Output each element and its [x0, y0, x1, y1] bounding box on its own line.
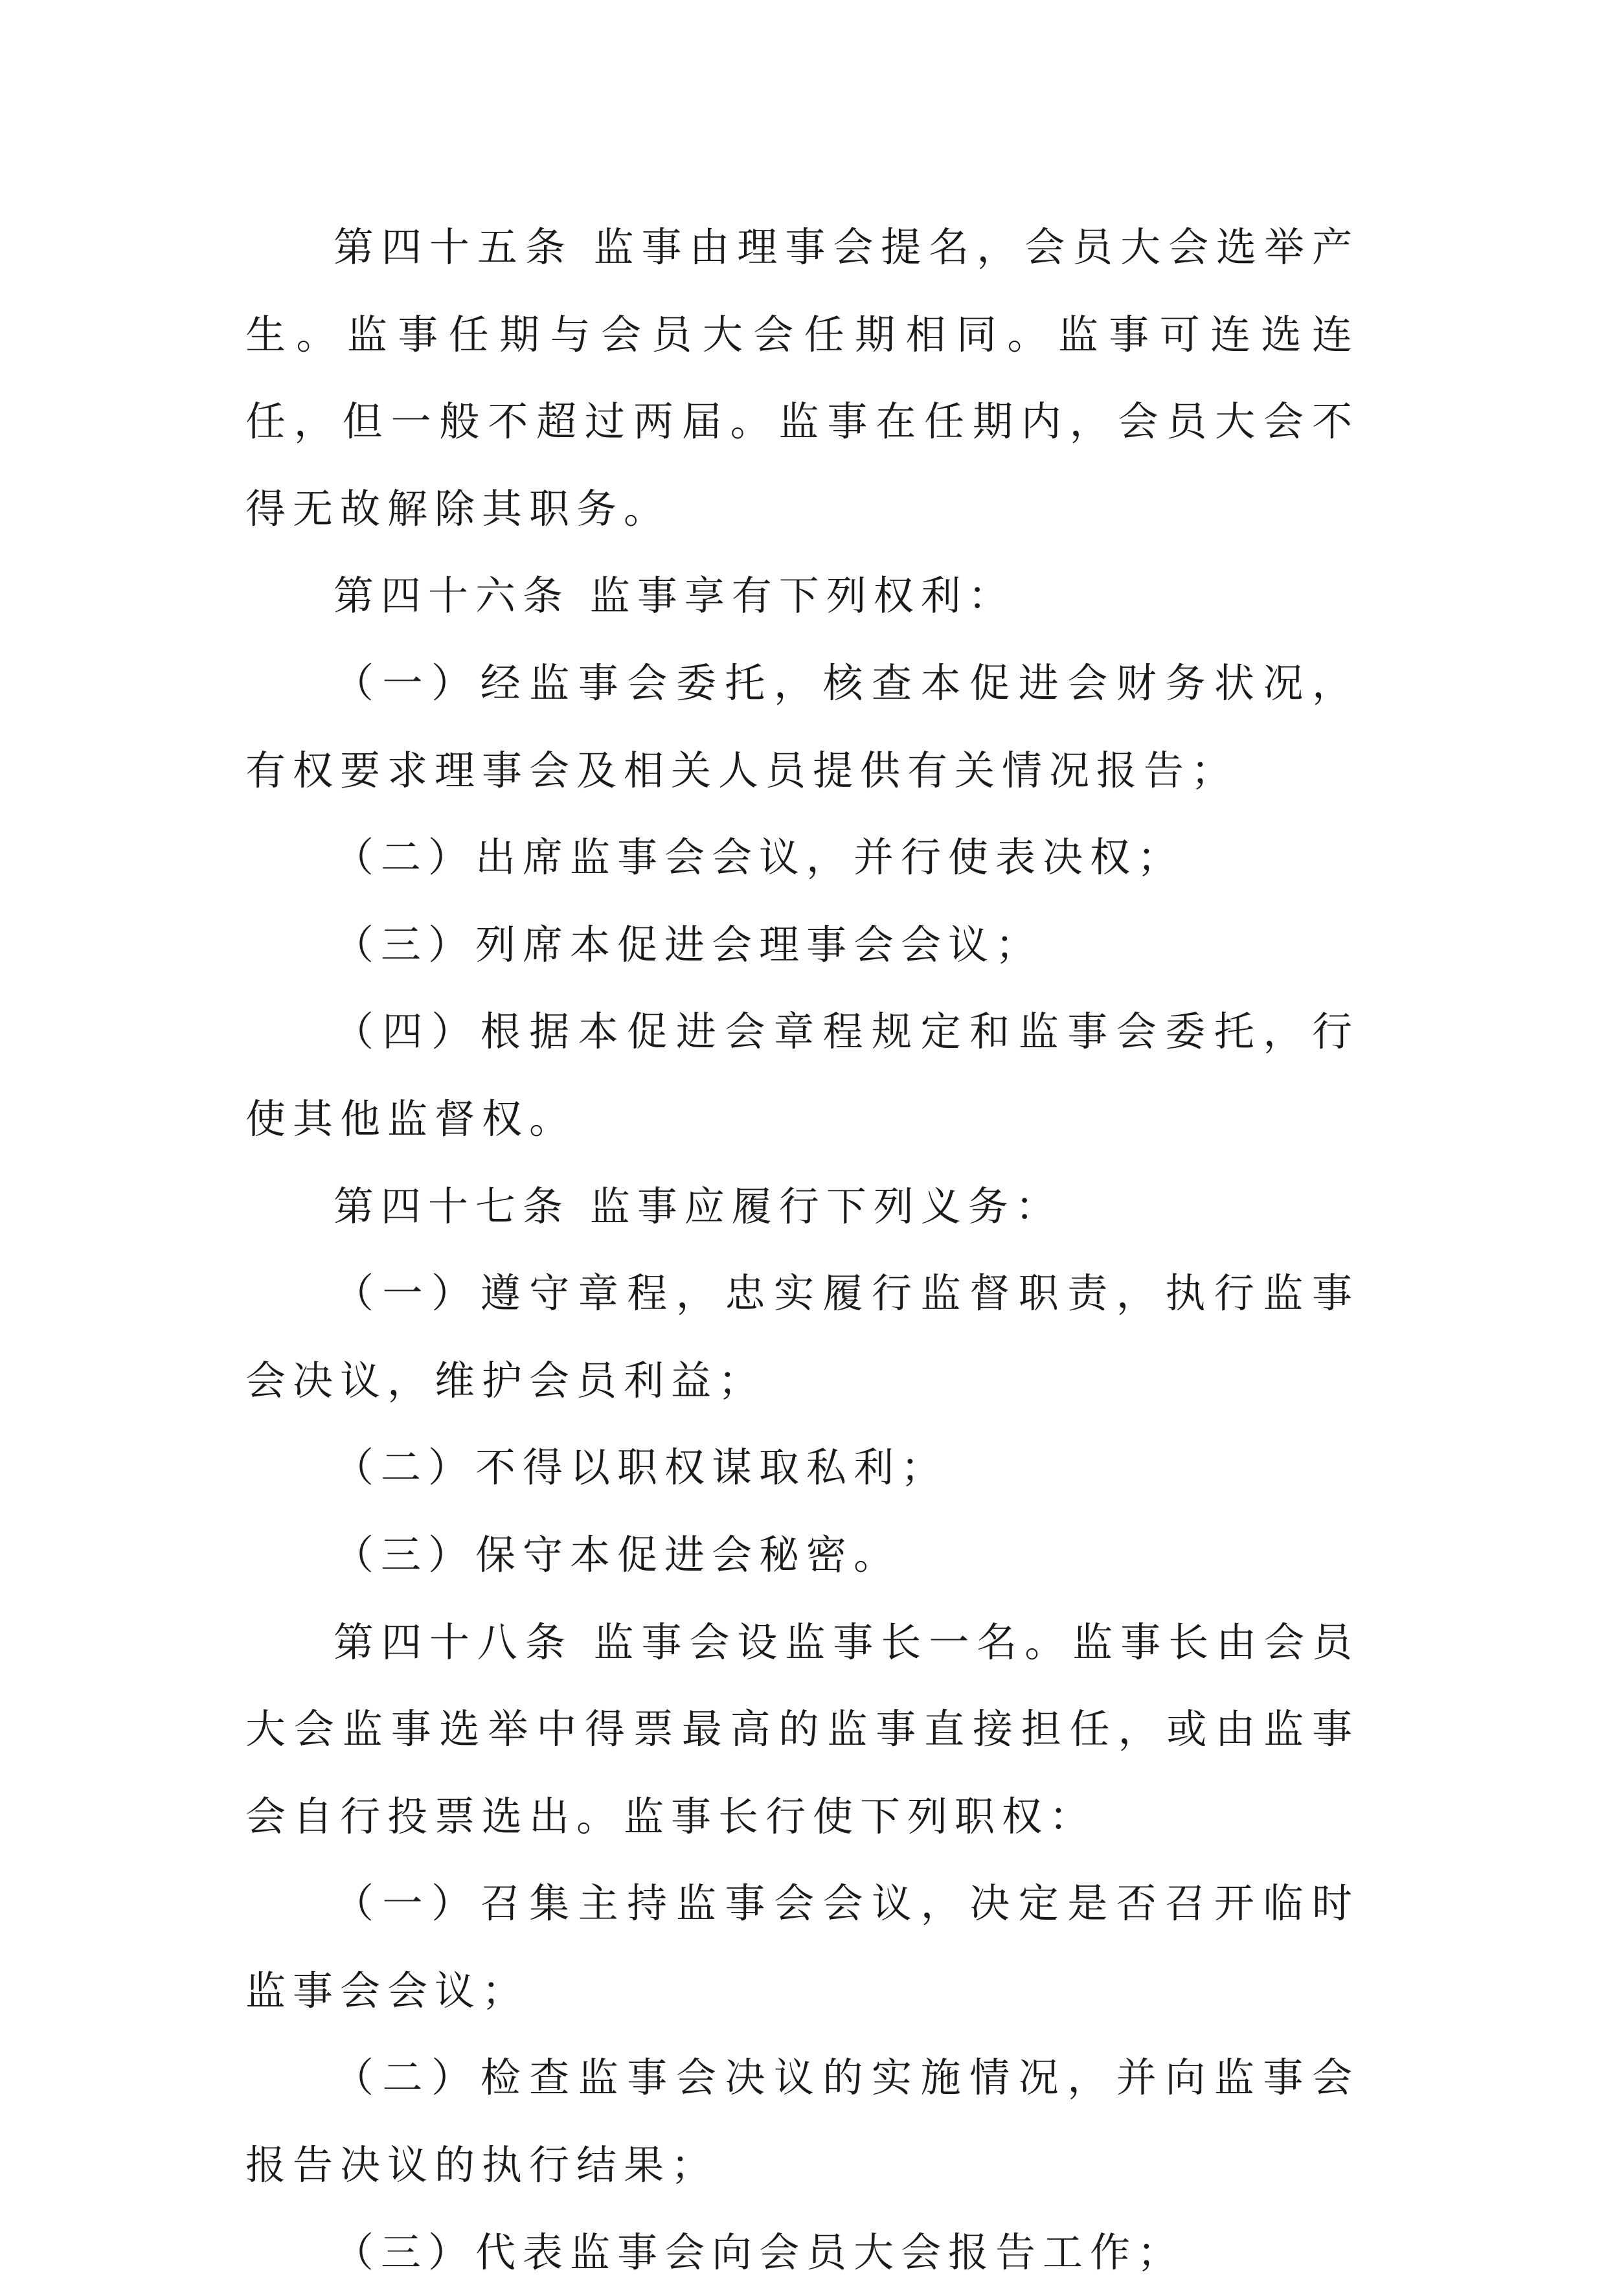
paragraph-article-48-item-3: （三）代表监事会向会员大会报告工作； — [334, 2228, 1185, 2276]
paragraph-article-47-item-2: （二）不得以职权谋取私利； — [334, 1444, 949, 1492]
paragraph-article-48-item-1: （一）召集主持监事会会议，决定是否召开临时监事会会议； — [245, 1880, 1359, 2014]
document-body — [245, 204, 1359, 2296]
paragraph-article-47-item-3: （三）保守本促进会秘密。 — [334, 1530, 901, 1578]
paragraph-article-46-item-4: （四）根据本促进会章程规定和监事会委托，行使其他监督权。 — [245, 1008, 1359, 1142]
paragraph-article-48: 第四十八条 监事会设监事长一名。监事长由会员大会监事选举中得票最高的监事直接担任，或由监事会自行投票选出。监事长行使下列职权： — [245, 1618, 1359, 1840]
paragraph-article-45: 第四十五条 监事由理事会提名，会员大会选举产生。监事任期与会员大会任期相同。监事可连选连任，但一般不超过两届。监事在任期内，会员大会不得无故解除其职务。 — [245, 223, 1359, 532]
paragraph-article-46-item-3: （三）列席本促进会理事会会议； — [334, 920, 1043, 968]
paragraph-article-48-item-2: （二）检查监事会决议的实施情况，并向监事会报告决议的执行结果； — [245, 2054, 1359, 2189]
paragraph-article-46-item-1: （一）经监事会委托，核查本促进会财务状况，有权要求理事会及相关人员提供有关情况报告； — [245, 659, 1359, 794]
paragraph-article-47-item-1: （一）遵守章程，忠实履行监督职责，执行监事会决议，维护会员利益； — [245, 1269, 1359, 1404]
paragraph-article-46: 第四十六条 监事享有下列权利： — [334, 572, 1015, 620]
paragraph-article-47: 第四十七条 监事应履行下列义务： — [334, 1182, 1063, 1230]
paragraph-article-46-item-2: （二）出席监事会会议，并行使表决权； — [334, 834, 1185, 881]
